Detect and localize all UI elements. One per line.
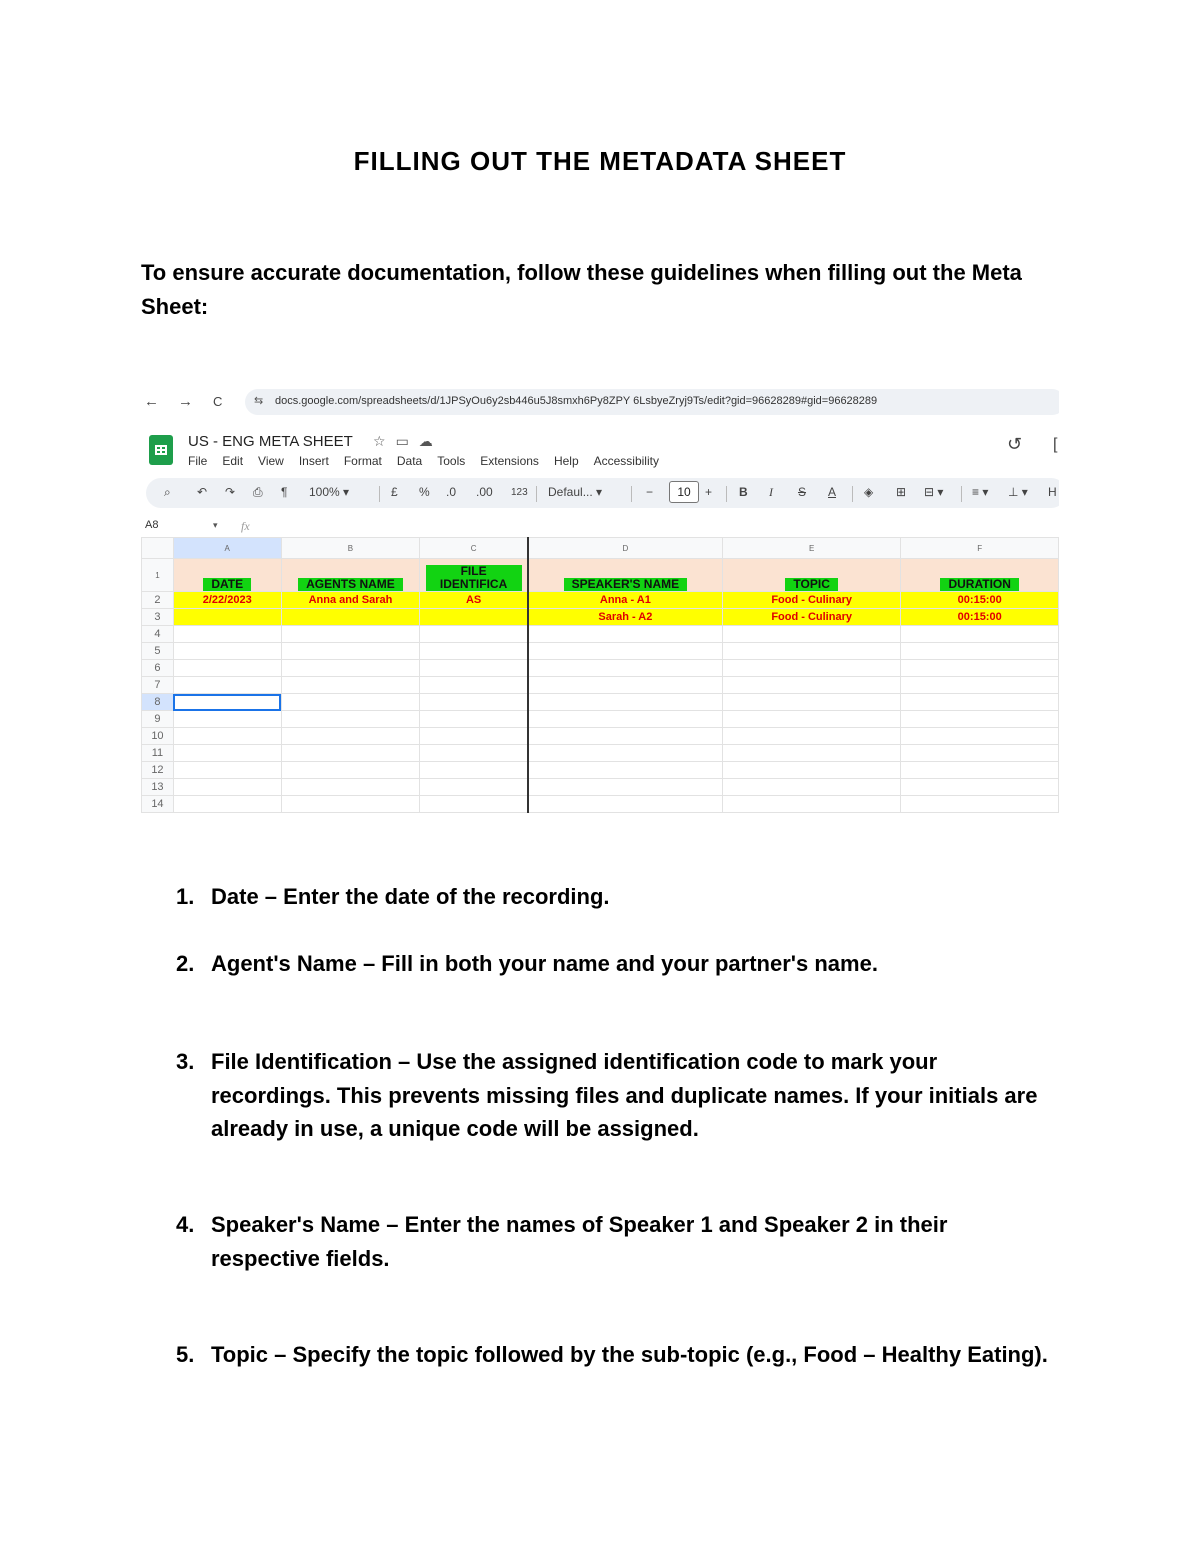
number-format-button[interactable]: 123 <box>511 487 528 498</box>
decrease-decimal-button[interactable]: .0 <box>446 485 457 499</box>
row-header[interactable]: 6 <box>142 660 174 677</box>
column-header-d[interactable]: D <box>528 538 723 559</box>
spreadsheet-grid <box>141 537 1059 813</box>
empty-cell[interactable] <box>173 643 281 660</box>
empty-cell[interactable] <box>420 728 528 745</box>
name-box[interactable]: A8 <box>145 519 159 531</box>
empty-cell[interactable] <box>281 660 420 677</box>
fx-icon: fx <box>241 519 250 533</box>
cloud-status-icon[interactable]: ☁ <box>418 433 443 449</box>
horizontal-align-icon[interactable]: ≡ ▾ <box>972 485 989 499</box>
strikethrough-button[interactable]: S <box>798 485 807 499</box>
text-wrap-icon[interactable]: H <box>1048 485 1057 499</box>
toolbar <box>146 478 1059 508</box>
column-header-c[interactable]: C <box>420 538 528 559</box>
sheets-logo-icon[interactable] <box>149 435 173 465</box>
empty-cell[interactable] <box>281 694 420 711</box>
menu-format[interactable]: Format <box>343 454 382 468</box>
vertical-align-icon[interactable]: ⊥ ▾ <box>1008 485 1028 499</box>
list-item <box>176 1338 1056 1372</box>
data-cell[interactable] <box>420 609 528 626</box>
increase-font-size-button[interactable]: + <box>705 485 713 499</box>
empty-cell[interactable] <box>281 796 420 813</box>
empty-cell[interactable] <box>722 626 900 643</box>
menu-extensions[interactable]: Extensions <box>480 454 539 468</box>
empty-cell[interactable] <box>901 745 1059 762</box>
data-cell[interactable]: Sarah - A2 <box>528 609 723 626</box>
row-header[interactable]: 13 <box>142 779 174 796</box>
zoom-select[interactable]: 100% ▾ <box>309 485 350 499</box>
row-header[interactable]: 5 <box>142 643 174 660</box>
menu-bar <box>188 454 674 468</box>
empty-cell[interactable] <box>281 762 420 779</box>
list-item <box>176 880 1056 914</box>
empty-cell[interactable] <box>722 660 900 677</box>
empty-cell[interactable] <box>173 626 281 643</box>
print-icon[interactable]: ⎙ <box>253 485 263 499</box>
list-number: 3. <box>176 1049 195 1074</box>
list-text: Date – Enter the date of the recording. <box>211 884 610 909</box>
data-cell[interactable]: 2/22/2023 <box>173 592 281 609</box>
data-cell[interactable] <box>173 609 281 626</box>
empty-cell[interactable] <box>528 711 723 728</box>
menu-view[interactable]: View <box>258 454 284 468</box>
empty-cell[interactable] <box>281 745 420 762</box>
italic-button[interactable]: I <box>769 485 773 499</box>
row-header[interactable]: 8 <box>142 694 174 711</box>
empty-cell[interactable] <box>722 779 900 796</box>
paint-format-icon[interactable]: ¶ <box>281 485 288 499</box>
fill-handle[interactable] <box>279 708 282 711</box>
percent-button[interactable]: % <box>419 485 430 499</box>
menu-edit[interactable]: Edit <box>222 454 244 468</box>
menu-help[interactable]: Help <box>553 454 579 468</box>
row-header[interactable]: 9 <box>142 711 174 728</box>
empty-cell[interactable] <box>901 762 1059 779</box>
url-text: docs.google.com/spreadsheets/d/1JPSyOu6y2sb446u5J8smxh6Py8ZPY 6LsbyeZryj9Ts/edit?gid=96628289#gid=96628289 <box>275 395 878 407</box>
column-header-f[interactable]: F <box>901 538 1059 559</box>
empty-cell[interactable] <box>281 677 420 694</box>
decrease-font-size-button[interactable]: − <box>646 485 654 499</box>
list-text: Speaker's Name – Enter the names of Speaker 1 and Speaker 2 in their respective fields. <box>211 1212 948 1271</box>
header-cell-duration[interactable]: DURATION <box>901 559 1059 592</box>
title-action-icons <box>373 433 443 450</box>
address-bar[interactable] <box>245 389 1059 415</box>
menu-data[interactable]: Data <box>396 454 423 468</box>
document-title: FILLING OUT THE METADATA SHEET <box>353 146 847 176</box>
fill-color-icon[interactable]: ◈ <box>864 485 874 499</box>
menu-file[interactable]: File <box>188 454 208 468</box>
data-cell[interactable]: 00:15:00 <box>901 592 1059 609</box>
list-text: File Identification – Use the assigned identification code to mark your recordings. This prevents missing files and duplicate names. If your initials are already in use, a unique code will be assigned. <box>211 1049 1038 1141</box>
menu-accessibility[interactable]: Accessibility <box>593 454 659 468</box>
undo-icon[interactable]: ↶ <box>197 485 208 499</box>
column-header-e[interactable]: E <box>722 538 900 559</box>
empty-cell[interactable] <box>722 796 900 813</box>
list-item <box>176 1045 1056 1146</box>
empty-cell[interactable] <box>722 643 900 660</box>
column-header-b[interactable]: B <box>281 538 420 559</box>
increase-decimal-button[interactable]: .00 <box>476 485 493 499</box>
borders-icon[interactable]: ⊞ <box>896 485 907 499</box>
intro-paragraph: To ensure accurate documentation, follow these guidelines when filling out the Meta Sheet: <box>141 260 1022 319</box>
star-icon[interactable]: ☆ <box>373 433 396 449</box>
header-cell-agents-name[interactable]: AGENTS NAME <box>281 559 420 592</box>
empty-cell[interactable] <box>281 711 420 728</box>
empty-cell[interactable] <box>901 626 1059 643</box>
list-number: 1. <box>176 884 195 909</box>
data-cell[interactable]: Food - Culinary <box>722 609 900 626</box>
data-cell[interactable] <box>281 609 420 626</box>
empty-cell[interactable] <box>901 711 1059 728</box>
row-header[interactable]: 11 <box>142 745 174 762</box>
empty-cell[interactable] <box>528 762 723 779</box>
redo-icon[interactable]: ↷ <box>225 485 236 499</box>
name-box-dropdown-icon[interactable]: ▾ <box>213 520 218 530</box>
currency-button[interactable]: £ <box>391 485 398 499</box>
list-item <box>176 947 1056 981</box>
empty-cell[interactable] <box>281 779 420 796</box>
empty-cell[interactable] <box>722 728 900 745</box>
empty-cell[interactable] <box>173 677 281 694</box>
empty-cell[interactable] <box>420 694 528 711</box>
empty-cell[interactable] <box>173 660 281 677</box>
empty-cell[interactable] <box>420 745 528 762</box>
empty-cell[interactable] <box>528 796 723 813</box>
empty-cell[interactable] <box>528 728 723 745</box>
empty-cell[interactable] <box>901 796 1059 813</box>
empty-cell[interactable] <box>722 762 900 779</box>
sheet-title[interactable]: US - ENG META SHEET <box>188 433 353 450</box>
header-cell-file-identification[interactable]: FILE IDENTIFICA <box>420 559 528 592</box>
data-cell[interactable]: 00:15:00 <box>901 609 1059 626</box>
empty-cell[interactable] <box>173 728 281 745</box>
empty-cell[interactable] <box>901 694 1059 711</box>
row-header[interactable]: 3 <box>142 609 174 626</box>
header-cell-date[interactable]: DATE <box>173 559 281 592</box>
empty-cell[interactable] <box>722 694 900 711</box>
empty-cell[interactable] <box>528 745 723 762</box>
list-number: 5. <box>176 1342 195 1367</box>
empty-cell[interactable] <box>173 711 281 728</box>
empty-cell[interactable] <box>173 745 281 762</box>
font-select[interactable]: Defaul... ▾ <box>548 485 603 499</box>
empty-cell[interactable] <box>528 626 723 643</box>
empty-cell[interactable] <box>173 762 281 779</box>
empty-cell[interactable] <box>528 779 723 796</box>
row-header[interactable]: 14 <box>142 796 174 813</box>
row-header[interactable]: 2 <box>142 592 174 609</box>
bold-button[interactable]: B <box>739 485 748 499</box>
empty-cell[interactable] <box>420 711 528 728</box>
empty-cell[interactable] <box>722 711 900 728</box>
list-text: Topic – Specify the topic followed by the sub-topic (e.g., Food – Healthy Eating). <box>211 1342 1048 1367</box>
row-header[interactable]: 7 <box>142 677 174 694</box>
list-text: Agent's Name – Fill in both your name and your partner's name. <box>211 951 878 976</box>
empty-cell[interactable] <box>901 728 1059 745</box>
version-history-icon[interactable]: ↺ <box>1007 434 1023 454</box>
empty-cell[interactable] <box>420 762 528 779</box>
list-number: 4. <box>176 1212 195 1237</box>
empty-cell[interactable] <box>722 745 900 762</box>
comments-icon[interactable]: [ <box>1053 436 1058 453</box>
empty-cell[interactable] <box>528 677 723 694</box>
select-all-corner[interactable] <box>142 538 174 559</box>
empty-cell[interactable] <box>420 626 528 643</box>
menu-tools[interactable]: Tools <box>437 454 466 468</box>
header-cell-speakers-name[interactable]: SPEAKER'S NAME <box>528 559 723 592</box>
active-cell-a8[interactable] <box>173 694 281 711</box>
empty-cell[interactable] <box>281 643 420 660</box>
empty-cell[interactable] <box>901 660 1059 677</box>
row-header[interactable]: 10 <box>142 728 174 745</box>
data-cell[interactable]: Food - Culinary <box>722 592 900 609</box>
move-folder-icon[interactable]: ▭ <box>395 433 419 449</box>
empty-cell[interactable] <box>420 779 528 796</box>
reload-icon[interactable]: C <box>213 394 223 409</box>
empty-cell[interactable] <box>528 660 723 677</box>
empty-cell[interactable] <box>281 728 420 745</box>
list-number: 2. <box>176 951 195 976</box>
column-header-a[interactable]: A <box>173 538 281 559</box>
empty-cell[interactable] <box>420 643 528 660</box>
spreadsheet-screenshot <box>141 388 1059 816</box>
empty-cell[interactable] <box>173 796 281 813</box>
empty-cell[interactable] <box>901 677 1059 694</box>
site-settings-icon[interactable]: ⇆ <box>254 395 264 407</box>
row-header[interactable]: 1 <box>142 559 174 592</box>
row-header[interactable]: 12 <box>142 762 174 779</box>
empty-cell[interactable] <box>722 677 900 694</box>
data-cell[interactable]: Anna and Sarah <box>281 592 420 609</box>
back-arrow-icon[interactable]: ← <box>144 393 159 410</box>
font-size-input[interactable]: 10 <box>669 481 699 503</box>
empty-cell[interactable] <box>420 660 528 677</box>
empty-cell[interactable] <box>173 779 281 796</box>
search-icon[interactable]: ⌕ <box>164 485 171 499</box>
browser-url-bar <box>141 388 1059 416</box>
empty-cell[interactable] <box>901 779 1059 796</box>
row-header[interactable]: 4 <box>142 626 174 643</box>
empty-cell[interactable] <box>901 643 1059 660</box>
empty-cell[interactable] <box>528 643 723 660</box>
data-cell[interactable]: AS <box>420 592 528 609</box>
text-color-button[interactable]: A <box>828 485 837 499</box>
header-cell-topic[interactable]: TOPIC <box>722 559 900 592</box>
forward-arrow-icon[interactable]: → <box>178 393 193 410</box>
menu-insert[interactable]: Insert <box>298 454 329 468</box>
empty-cell[interactable] <box>420 796 528 813</box>
empty-cell[interactable] <box>281 626 420 643</box>
merge-cells-icon[interactable]: ⊟ ▾ <box>924 485 944 499</box>
list-item <box>176 1208 1056 1275</box>
data-cell[interactable]: Anna - A1 <box>528 592 723 609</box>
empty-cell[interactable] <box>420 677 528 694</box>
empty-cell[interactable] <box>528 694 723 711</box>
